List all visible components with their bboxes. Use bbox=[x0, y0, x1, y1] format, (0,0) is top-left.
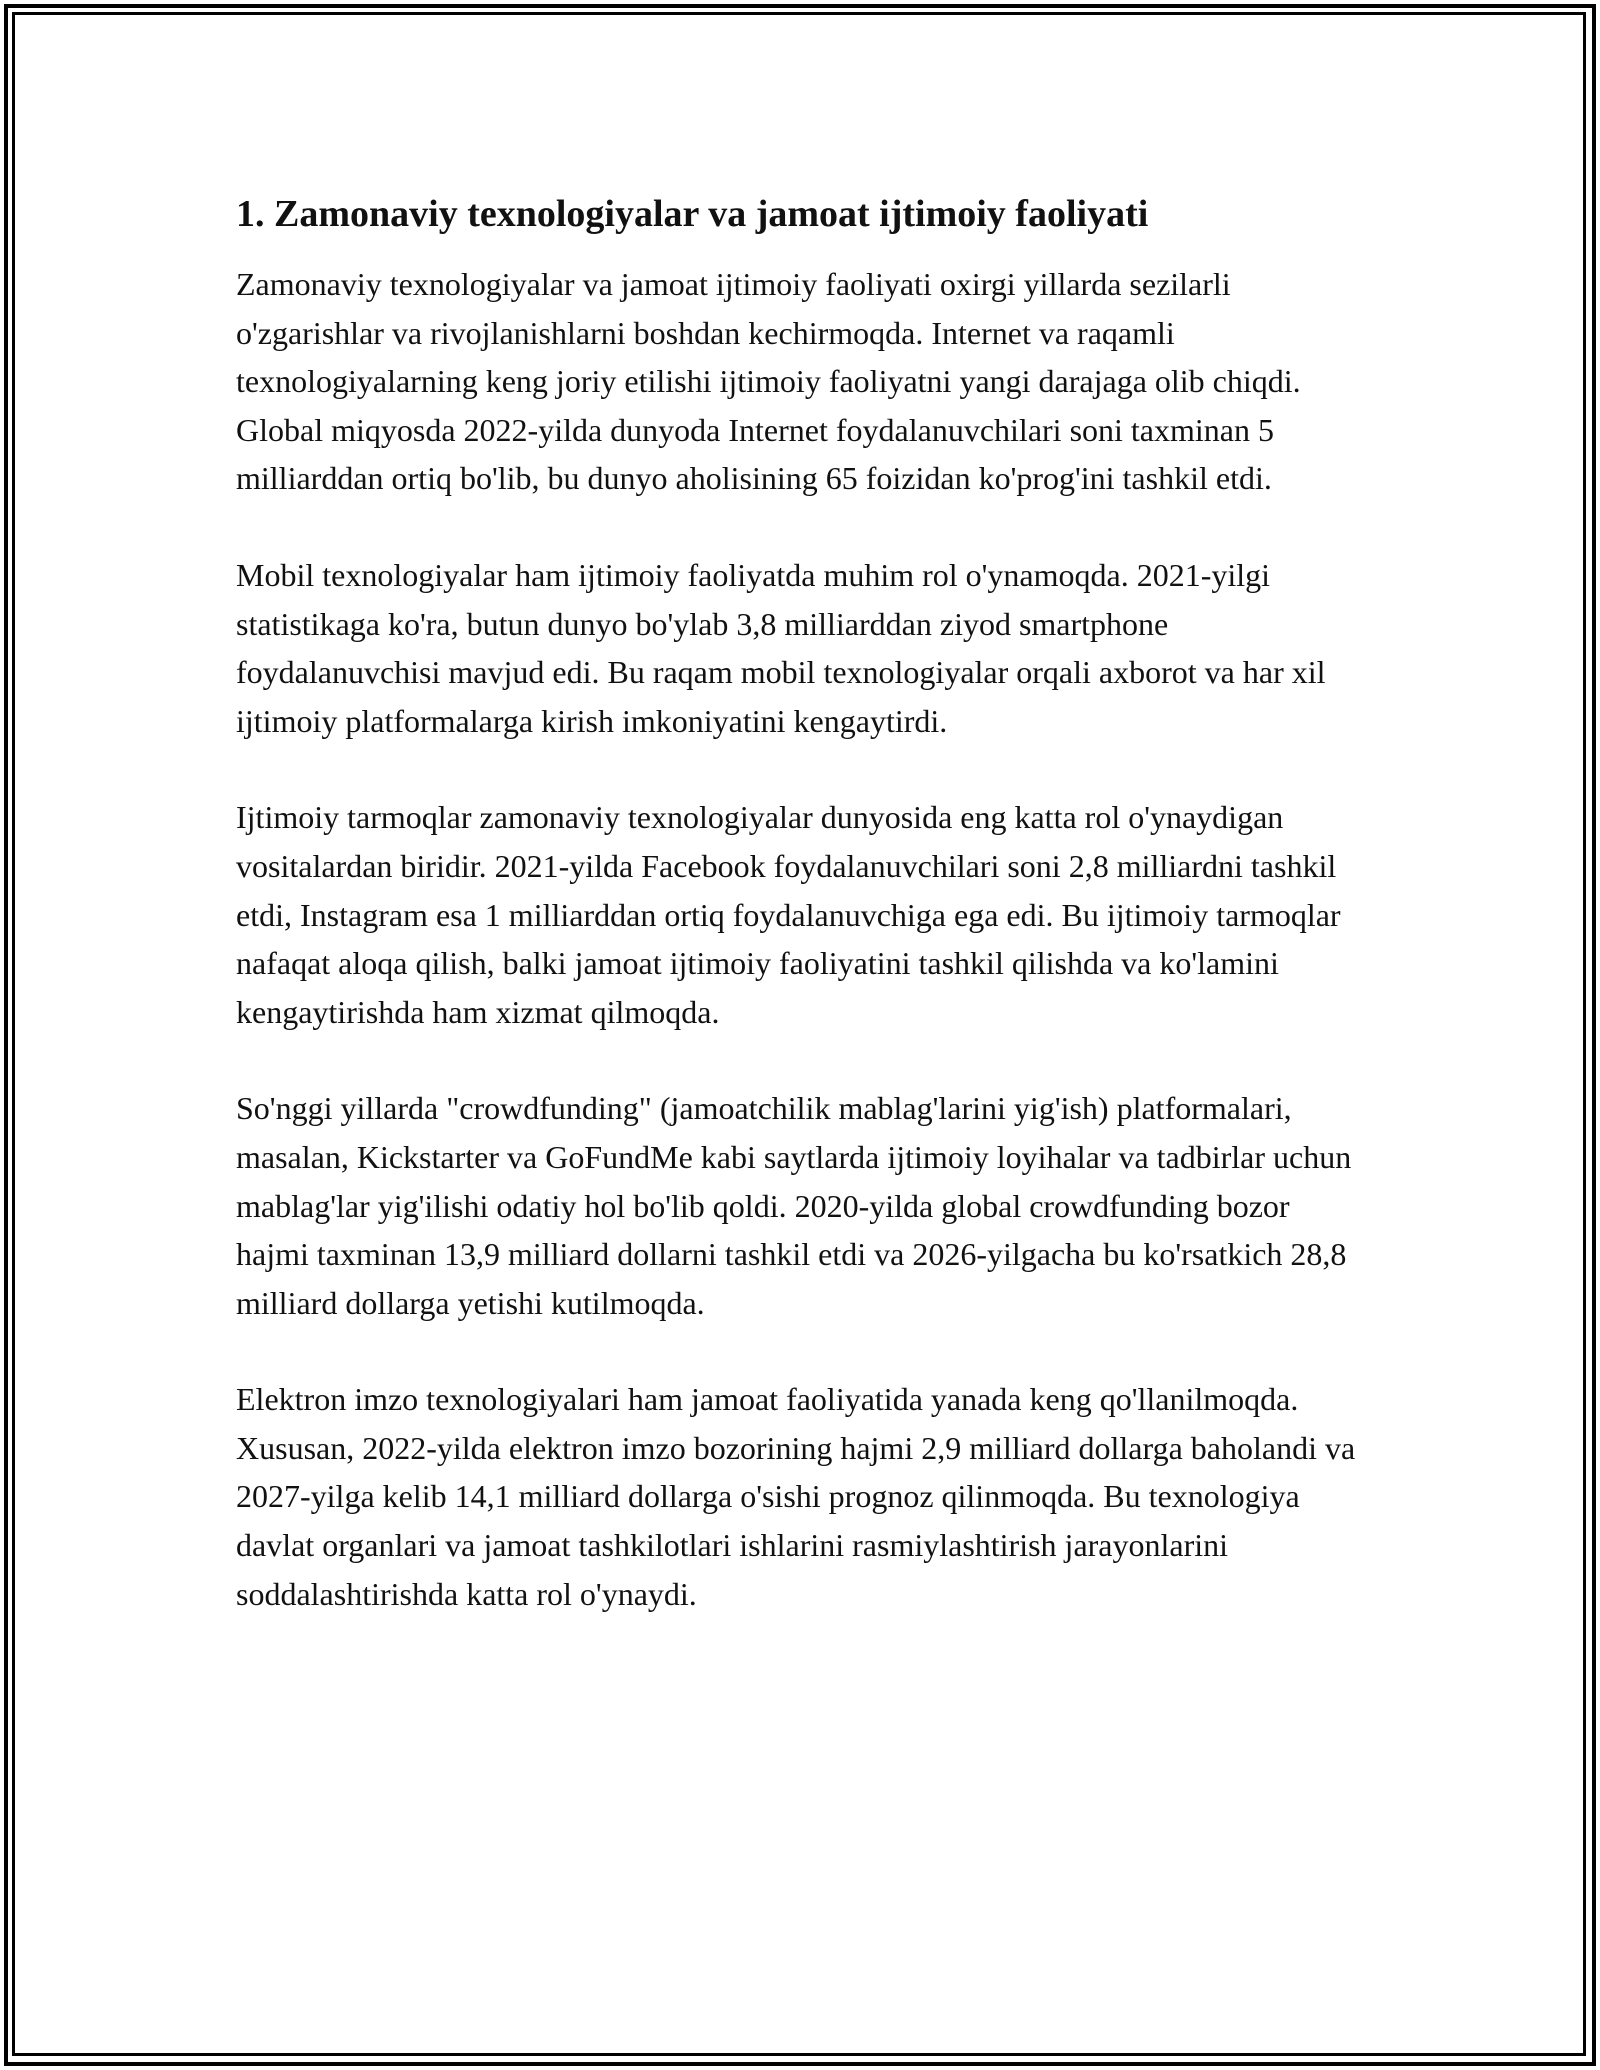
document-body bbox=[236, 186, 1366, 1618]
paragraph-crowdfunding: So'nggi yillarda "crowdfunding" (jamoatchilik mablag'larini yig'ish) platformalari, masalan, Kickstarter va GoFundMe kabi saytlarda ijtimoiy loyihalar va tadbirlar uchun mablag'lar yig'ilishi odatiy hol bo'lib qoldi. 2020-yilda global crowdfunding bozor hajmi taxminan 13,9 milliard dollarni tashkil etdi va 2026-yilgacha bu ko'rsatkich 28,8 milliard dollarga yetishi kutilmoqda. bbox=[236, 1090, 1352, 1321]
paragraph-internet: Zamonaviy texnologiyalar va jamoat ijtimoiy faoliyati oxirgi yillarda sezilarli o'zgarishlar va rivojlanishlarni boshdan kechirmoqda. Internet va raqamli texnologiyalarning keng joriy etilishi ijtimoiy faoliyatni yangi darajaga olib chiqdi. Global miqyosda 2022-yilda dunyoda Internet foydalanuvchilari soni taxminan 5 milliarddan ortiq bo'lib, bu dunyo aholisining 65 foizidan ko'prog'ini tashkil etdi. bbox=[236, 266, 1301, 497]
paragraph-mobile: Mobil texnologiyalar ham ijtimoiy faoliyatda muhim rol o'ynamoqda. 2021-yilgi statistikaga ko'ra, butun dunyo bo'ylab 3,8 milliarddan ziyod smartphone foydalanuvchisi mavjud edi. Bu raqam mobil texnologiyalar orqali axborot va har xil ijtimoiy platformalarga kirish imkoniyatini kengaytirdi. bbox=[236, 556, 1326, 739]
section-heading: 1. Zamonaviy texnologiyalar va jamoat ijtimoiy faoliyati bbox=[236, 193, 1149, 235]
paragraph-social-networks: Ijtimoiy tarmoqlar zamonaviy texnologiyalar dunyosida eng katta rol o'ynaydigan vositalardan biridir. 2021-yilda Facebook foydalanuvchilari soni 2,8 milliardni tashkil etdi, Instagram esa 1 milliarddan ortiq foydalanuvchiga ega edi. Bu ijtimoiy tarmoqlar nafaqat aloqa qilish, balki jamoat ijtimoiy faoliyatini tashkil qilishda va ko'lamini kengaytirishda ham xizmat qilmoqda. bbox=[236, 799, 1341, 1030]
paragraph-electronic-signature: Elektron imzo texnologiyalari ham jamoat faoliyatida yanada keng qo'llanilmoqda. Xususan, 2022-yilda elektron imzo bozorining hajmi 2,9 milliard dollarga baholandi va 2027-yilga kelib 14,1 milliard dollarga o'sishi prognoz qilinmoqda. Bu texnologiya davlat organlari va jamoat tashkilotlari ishlarini rasmiylashtirish jarayonlarini soddalashtirishda katta rol o'ynaydi. bbox=[236, 1381, 1356, 1612]
